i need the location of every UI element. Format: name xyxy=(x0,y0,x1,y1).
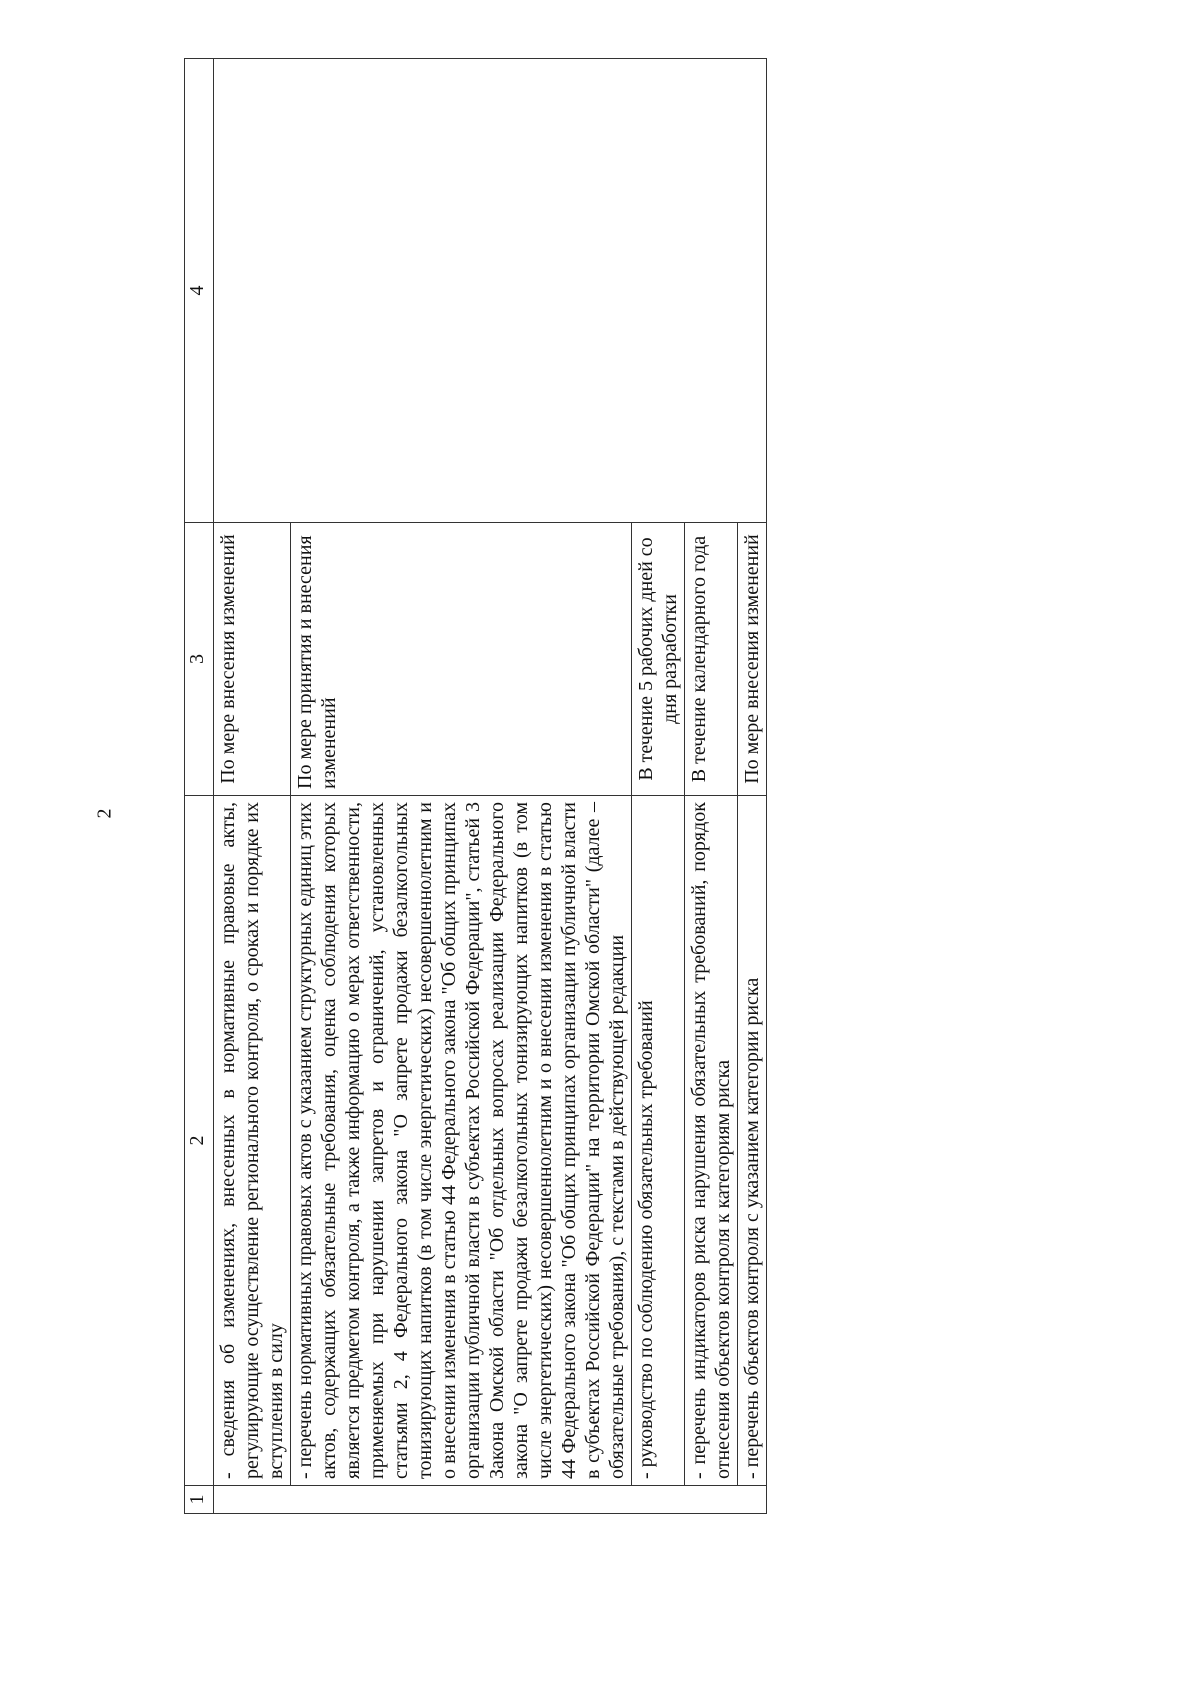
column-header-1: 1 xyxy=(185,1486,214,1514)
measures-table xyxy=(184,58,767,1514)
responsible-cell xyxy=(214,59,767,523)
table-header-row xyxy=(185,59,214,1514)
item-cell: - перечень объектов контроля с указанием категории риска xyxy=(738,796,767,1486)
number-cell xyxy=(214,1486,767,1514)
frequency-cell: По мере принятия и внесения изменений xyxy=(291,523,632,796)
item-cell: - перечень индикаторов риска нарушения обязательных требований, порядок отнесения объектов контроля к категориям риска xyxy=(685,796,738,1486)
table-row xyxy=(214,59,291,1514)
column-header-4: 4 xyxy=(185,59,214,523)
frequency-cell: В течение 5 рабочих дней со дня разработки xyxy=(632,523,685,796)
column-header-2: 2 xyxy=(185,796,214,1486)
item-cell: - руководство по соблюдению обязательных требований xyxy=(632,796,685,1486)
page-number: 2 xyxy=(93,808,116,819)
rotated-table-container xyxy=(184,59,1074,1514)
column-header-3: 3 xyxy=(185,523,214,796)
item-cell: - сведения об изменениях, внесенных в нормативные правовые акты, регулирующие осуществление регионального контроля, о сроках и порядке их вступления в силу xyxy=(214,796,291,1486)
frequency-cell: По мере внесения изменений xyxy=(214,523,291,796)
frequency-cell: По мере внесения изменений xyxy=(738,523,767,796)
frequency-cell: В течение календарного года xyxy=(685,523,738,796)
item-cell: - перечень нормативных правовых актов с указанием структурных единиц этих актов, содержащих обязательные требования, оценка соблюдения которых является предметом контроля, а также информацию о мерах ответственности, применяемых при нарушении запретов и ограничений, установленных статьями 2, 4 Федерального закона "О запрете продажи безалкогольных тонизирующих напитков (в том числе энергетических) несовершеннолетним и о внесении изменения в статью 44 Федерального закона "Об общих принципах организации публичной власти в субъектах Российской Федерации", статьей 3 Закона Омской области "Об отдельных вопросах реализации Федерального закона "О запрете продажи безалкогольных тонизирующих напитков (в том числе энергетических) несовершеннолетним и о внесении изменения в статью 44 Федерального закона "Об общих принципах организации публичной власти в субъектах Российской Федерации" на территории Омской области" (далее – обязательные требования), с текстами в действующей редакции xyxy=(291,796,632,1486)
